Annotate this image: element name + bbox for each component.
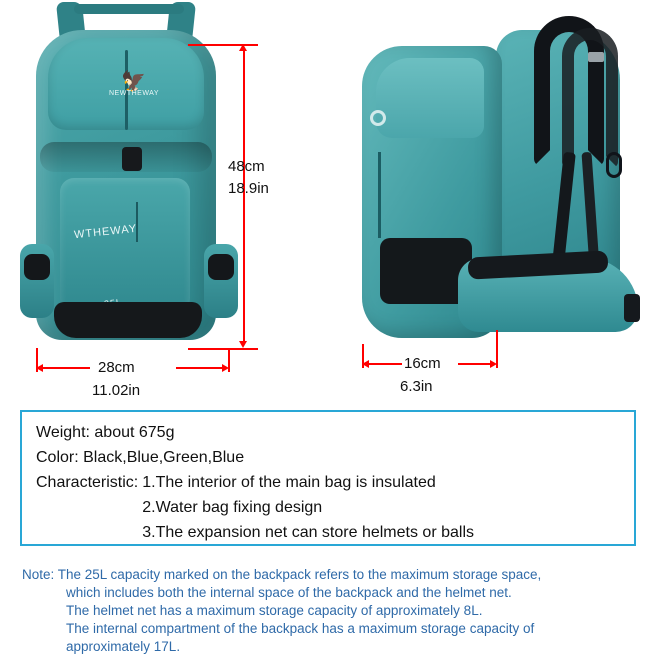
depth-arrow-left (362, 360, 369, 368)
side-zipper (378, 152, 381, 238)
front-lower-panel (60, 178, 190, 318)
front-top-handle (74, 4, 184, 14)
note-line-3: The helmet net has a maximum storage capacity of approximately 8L. (66, 603, 483, 618)
characteristic-row (36, 470, 620, 545)
front-brand-text: WTHEWAY (73, 222, 138, 242)
side-shoulder-strap-inner (562, 28, 618, 168)
height-arrow-up (239, 44, 247, 51)
side-top-panel (376, 58, 484, 138)
characteristic-list (142, 470, 474, 545)
specification-box (20, 410, 636, 546)
color-line: Color: Black,Blue,Green,Blue (36, 449, 245, 466)
bird-logo-icon: 🦅 (121, 71, 147, 93)
characteristic-item-1: 1.The interior of the main bag is insulated (142, 474, 436, 491)
characteristic-label: Characteristic: (36, 474, 139, 491)
depth-in-label: 6.3in (400, 378, 433, 395)
width-arrow-left (36, 364, 43, 372)
depth-cm-label: 16cm (404, 355, 441, 372)
brand-logo-text: NEWTHEWAY (109, 90, 159, 97)
depth-dimension-line-right (458, 363, 492, 365)
depth-dimension-line-left (368, 363, 402, 365)
brand-logo (94, 71, 174, 97)
note-line-4: The internal compartment of the backpack has a maximum storage capacity of (66, 621, 535, 636)
height-arrow-down (239, 341, 247, 348)
width-dimension-line-right (176, 367, 224, 369)
front-side-pocket-right-trim (208, 254, 234, 280)
width-cm-label: 28cm (98, 359, 135, 376)
depth-arrow-right (490, 360, 497, 368)
side-top-clip (588, 52, 604, 62)
front-bottom-panel (54, 302, 202, 338)
side-waist-buckle (624, 294, 640, 322)
side-hook-icon (606, 152, 622, 178)
front-chest-buckle (122, 147, 142, 171)
front-view-backpack (18, 2, 238, 350)
width-arrow-right (222, 364, 229, 372)
height-bottom-leader-line (188, 348, 258, 350)
front-side-pocket-left-trim (24, 254, 50, 280)
note-line-1: Note: The 25L capacity marked on the backpack refers to the maximum storage space, (22, 567, 542, 582)
characteristic-item-3: 3.The expansion net can store helmets or balls (142, 524, 474, 541)
height-cm-label: 48cm (228, 158, 265, 175)
characteristic-item-2: 2.Water bag fixing design (142, 499, 323, 516)
note-block (22, 566, 642, 656)
width-dimension-line-left (42, 367, 90, 369)
width-in-label: 11.02in (92, 382, 141, 399)
note-line-5: approximately 17L. (66, 639, 181, 654)
side-view-backpack (348, 2, 648, 350)
weight-line: Weight: about 675g (36, 424, 175, 441)
height-in-label: 18.9in (228, 180, 269, 197)
side-grommet-icon (370, 110, 386, 126)
height-top-leader-line (188, 44, 258, 46)
note-line-2: which includes both the internal space of the backpack and the helmet net. (66, 585, 512, 600)
